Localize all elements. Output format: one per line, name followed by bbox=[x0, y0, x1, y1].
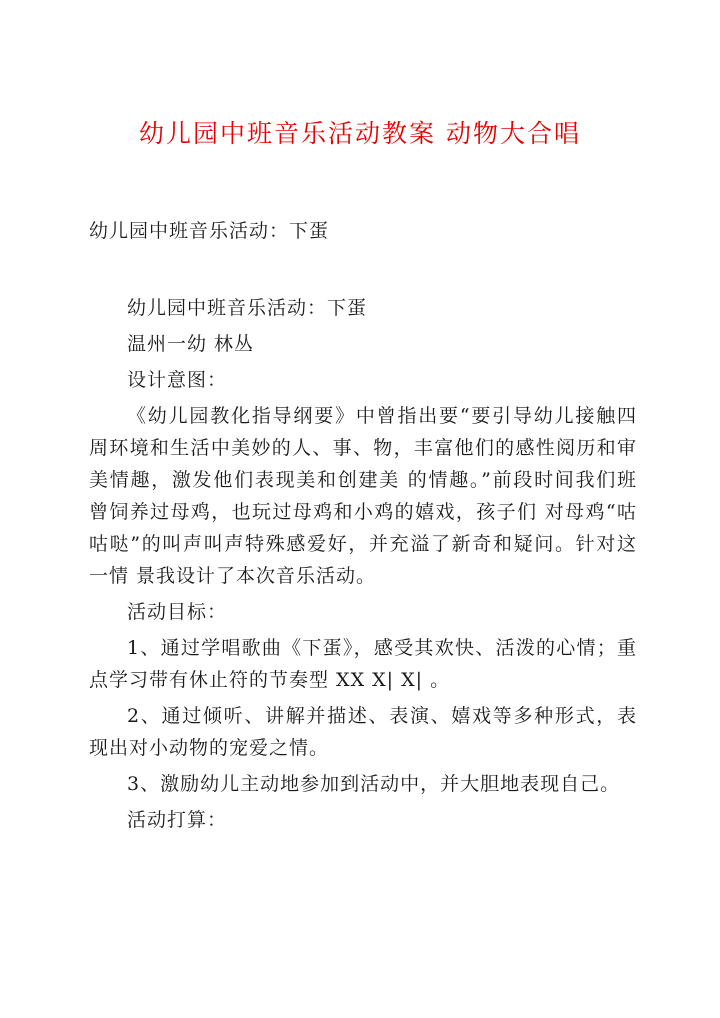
paragraph-activity-name: 幼儿园中班音乐活动：下蛋 bbox=[127, 297, 368, 319]
paragraph-goal-3: 3、激励幼儿主动地参加到活动中，并大胆地表现自己。 bbox=[127, 773, 621, 795]
paragraph-goal-2: 2、通过倾听、讲解并描述、表演、嬉戏等多种形式，表现出对小动物的宠爱之情。 bbox=[89, 705, 637, 759]
paragraph-design-intent: 《幼儿园教化指导纲要》中曾指出要“要引导幼儿接触四周环境和生活中美妙的人、事、物，丰富他们的感性阅历和审美情趣，激发他们表现美和创建美 的情趣。”前段时间我们班曾饲养过母鸡，也玩过母鸡和小鸡的嬉戏，孩子们 对母鸡“咕咕哒”的叫声叫声特殊感爱好，并充溢了新奇和疑问。针对这一情 景我设计了本次音乐活动。 bbox=[89, 405, 637, 587]
paragraph-design-intent-heading: 设计意图： bbox=[127, 369, 228, 391]
paragraph-goals-heading: 活动目标： bbox=[127, 601, 228, 623]
document-title: 幼儿园中班音乐活动教案 动物大合唱 bbox=[139, 119, 581, 148]
paragraph-author: 温州一幼 林丛 bbox=[127, 333, 255, 355]
document-body bbox=[89, 292, 637, 836]
paragraph-goal-1: 1、通过学唱歌曲《下蛋》，感受其欢快、活泼的心情；重点学习带有休止符的节奏型 XX X| X| 。 bbox=[89, 637, 637, 691]
paragraph-preparation-heading: 活动打算： bbox=[127, 809, 228, 831]
section-heading: 幼儿园中班音乐活动：下蛋 bbox=[89, 220, 330, 242]
